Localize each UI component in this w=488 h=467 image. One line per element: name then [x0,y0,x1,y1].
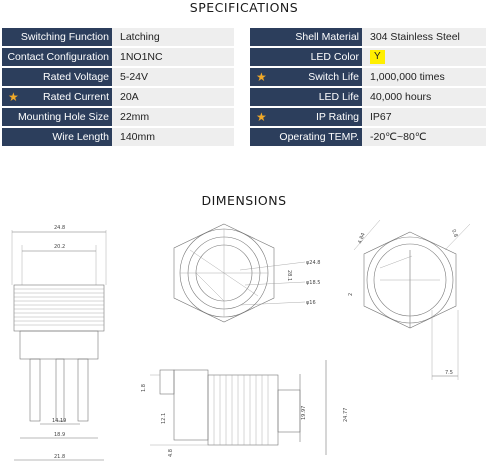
spec-row [2,48,234,66]
spec-value: -20℃~80℃ [362,128,486,146]
dim-thread: 19.97 [301,405,307,420]
spec-row [2,28,234,46]
dim-pin-d: 7.5 [445,370,453,376]
spec-value: 20A [112,88,234,106]
spec-row [2,108,234,126]
spec-row [2,128,234,146]
pin-view-drawing [348,220,470,380]
spec-label: ★ Rated Current [2,88,112,106]
spec-label: ★ IP Rating [250,108,362,126]
spec-label: Rated Voltage [2,68,112,86]
spec-row [2,88,234,106]
dim-inner-width: 20.2 [54,244,66,250]
dim-shoulder: 12.1 [161,412,167,424]
dim-total: 24.77 [343,407,349,422]
spec-value: 22mm [112,108,234,126]
dim-base-width: 18.9 [54,432,66,438]
spec-value: 1NO1NC [112,48,234,66]
spec-row [250,48,486,66]
spec-table-left [2,28,234,148]
spec-label: LED Life [250,88,362,106]
spec-label: Shell Material [250,28,362,46]
specifications-title: SPECIFICATIONS [189,0,299,15]
spec-label: Mounting Hole Size [2,108,112,126]
side-view-drawing [141,360,349,457]
dim-bottom-width: 21.8 [54,454,66,460]
dimensions-title: DIMENSIONS [201,193,287,208]
spec-label: Switching Function [2,28,112,46]
spec-value [362,48,486,66]
dim-across-flats: 28.1 [286,270,292,282]
star-icon: ★ [256,110,267,124]
spec-row [250,68,486,86]
dim-pin-b: 0.8 [450,228,459,239]
dimension-drawings [0,210,488,467]
dim-diameter-mid: φ18.5 [306,280,321,286]
dim-diameter-outer: φ24.8 [306,260,321,266]
dim-diameter-inner: φ16 [306,300,316,306]
spec-row [250,88,486,106]
dim-cap: 1.8 [141,384,147,392]
spec-label: Wire Length [2,128,112,146]
star-icon: ★ [8,90,19,104]
spec-label: LED Color [250,48,362,66]
spec-value: 140mm [112,128,234,146]
spec-value: Latching [112,28,234,46]
spec-label: Contact Configuration [2,48,112,66]
spec-row [250,28,486,46]
spec-label: ★ Switch Life [250,68,362,86]
dim-top-width: 24.8 [54,225,66,231]
star-icon: ★ [256,70,267,84]
led-color-badge: Y [370,50,385,64]
spec-value: IP67 [362,108,486,126]
spec-row [2,68,234,86]
spec-table-right [250,28,486,148]
front-view-drawing [12,225,106,460]
spec-value: 304 Stainless Steel [362,28,486,46]
top-view-drawing [174,224,320,322]
spec-row [250,108,486,126]
spec-value: 1,000,000 times [362,68,486,86]
dim-pin-a: 4.84 [357,232,367,245]
spec-value: 40,000 hours [362,88,486,106]
dim-pin-length: 4.8 [168,449,174,457]
spec-label: Operating TEMP. [250,128,362,146]
spec-row [250,128,486,146]
dim-pin-span: 14.19 [52,418,67,424]
spec-value: 5-24V [112,68,234,86]
dim-pin-c: 2 [348,292,354,296]
